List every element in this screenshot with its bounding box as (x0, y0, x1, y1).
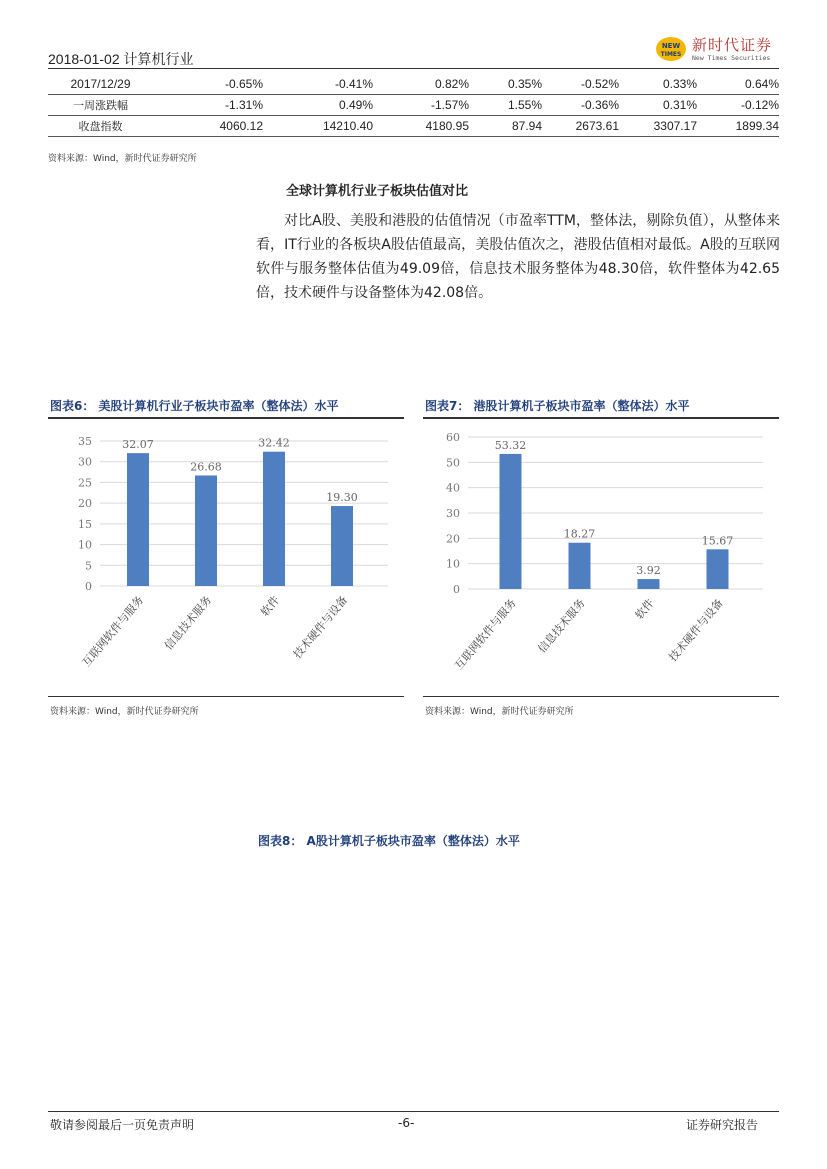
table-cell: 2673.61 (542, 116, 619, 137)
table-row (48, 116, 779, 137)
data-label: 53.32 (494, 438, 527, 452)
table-cell: 14210.40 (263, 116, 373, 137)
table-cell: 1899.34 (697, 116, 779, 137)
y-tick-label: 35 (78, 435, 92, 448)
table-cell: 0.82% (373, 74, 469, 95)
bar (638, 579, 660, 589)
x-category-label: 互联网软件与服务 (79, 593, 147, 670)
footer-disclaimer-note: 敬请参阅最后一页免责声明 (50, 1118, 195, 1132)
table-source-note: 资料来源：Wind，新时代证券研究所 (48, 154, 197, 164)
data-label: 18.27 (563, 527, 596, 541)
x-category-label: 软件 (258, 593, 283, 619)
table-cell: 0.49% (263, 95, 373, 116)
table-cell: -1.31% (153, 95, 263, 116)
y-tick-label: 20 (446, 532, 460, 546)
company-logo (652, 34, 780, 66)
footer-report-type: 证券研究报告 (686, 1118, 759, 1132)
table-cell: 3307.17 (619, 116, 697, 137)
figure-7-title: 图表7： 港股计算机子板块市盈率（整体法）水平 (425, 399, 690, 413)
table-cell: 0.35% (469, 74, 542, 95)
data-label: 26.68 (190, 460, 222, 474)
table-cell: -0.41% (263, 74, 373, 95)
table-cell: 4060.12 (153, 116, 263, 137)
footer-divider (48, 1111, 779, 1112)
table-row-label: 2017/12/29 (48, 74, 153, 95)
bar (331, 506, 353, 586)
y-tick-label: 30 (78, 455, 92, 469)
table-cell: 1.55% (469, 95, 542, 116)
data-label: 15.67 (701, 534, 734, 548)
table-cell: 4180.95 (373, 116, 469, 137)
y-tick-label: 10 (78, 538, 92, 552)
table-cell: -0.52% (542, 74, 619, 95)
y-tick-label: 10 (446, 557, 460, 571)
bar (263, 452, 285, 586)
new-times-logo-icon (654, 34, 688, 64)
table-row (48, 95, 779, 116)
figure-6-source-note: 资料来源：Wind，新时代证券研究所 (50, 707, 199, 717)
x-category-label: 信息技术服务 (535, 596, 588, 656)
table-cell: 0.64% (697, 74, 779, 95)
figure-6-title: 图表6： 美股计算机行业子板块市盈率（整体法）水平 (50, 399, 339, 413)
bar (707, 549, 729, 589)
table-cell: 0.31% (619, 95, 697, 116)
y-tick-label: 30 (446, 507, 460, 520)
x-category-label: 互联网软件与服务 (452, 596, 519, 673)
y-tick-label: 5 (85, 559, 92, 573)
svg-text:TIMES: TIMES (660, 51, 682, 58)
table-row-label: 一周涨跌幅 (48, 95, 153, 116)
data-label: 3.92 (636, 564, 661, 578)
table-cell: 0.33% (619, 74, 697, 95)
data-label: 19.30 (326, 491, 358, 505)
x-category-label: 技术硬件与设备 (666, 596, 726, 664)
bar (127, 453, 149, 586)
section-paragraph: 对比A股、美股和港股的估值情况（市盈率TTM，整体法，剔除负值），从整体来看，IT行业的各板块A股估值最高，美股估值次之，港股估值相对最低。A股的互联网软件与服务整体估值为49.09倍，信息技术服务整体为48.30倍，软件整体为42.65倍，技术硬件与设备整体为42.08倍。 (256, 213, 780, 301)
bar (569, 543, 591, 589)
section-title: 全球计算机行业子板块估值对比 (286, 184, 469, 199)
y-tick-label: 15 (78, 517, 92, 531)
footer-page-number: -6- (398, 1116, 415, 1130)
bar (195, 475, 217, 586)
figure-7-source-note: 资料来源：Wind，新时代证券研究所 (425, 707, 574, 717)
index-performance-table (48, 74, 779, 137)
x-category-label: 技术硬件与设备 (290, 593, 351, 661)
logo-chinese-name: 新时代证券 (692, 36, 773, 54)
y-tick-label: 20 (78, 497, 92, 511)
report-header-title: 2018-01-02 计算机行业 (48, 51, 194, 67)
header-divider (48, 68, 779, 69)
table-cell: 87.94 (469, 116, 542, 137)
x-category-label: 软件 (632, 596, 657, 622)
data-label: 32.07 (122, 438, 154, 452)
figure-7-top-rule (423, 417, 779, 419)
figure-8-title: 图表8： A股计算机子板块市盈率（整体法）水平 (258, 834, 520, 848)
x-category-label: 信息技术服务 (161, 593, 215, 653)
table-cell: -0.65% (153, 74, 263, 95)
figure-6-bar-chart (48, 420, 404, 695)
table-cell: -0.12% (697, 95, 779, 116)
svg-text:NEW: NEW (661, 42, 681, 50)
y-tick-label: 0 (453, 583, 460, 596)
bar (500, 454, 522, 589)
y-tick-label: 50 (446, 456, 460, 470)
table-row (48, 74, 779, 95)
figure-7-bar-chart (423, 420, 779, 695)
logo-english-name: New Times Securities (692, 54, 771, 62)
table-cell: -0.36% (542, 95, 619, 116)
y-tick-label: 0 (85, 580, 92, 593)
data-label: 32.42 (258, 436, 290, 450)
figure-7-bottom-rule (423, 696, 779, 697)
y-tick-label: 40 (446, 481, 460, 495)
table-cell: -1.57% (373, 95, 469, 116)
y-tick-label: 25 (78, 476, 92, 490)
figure-6-bottom-rule (48, 696, 404, 697)
figure-6-top-rule (48, 417, 404, 419)
table-row-label: 收盘指数 (48, 116, 153, 137)
y-tick-label: 60 (446, 431, 460, 444)
